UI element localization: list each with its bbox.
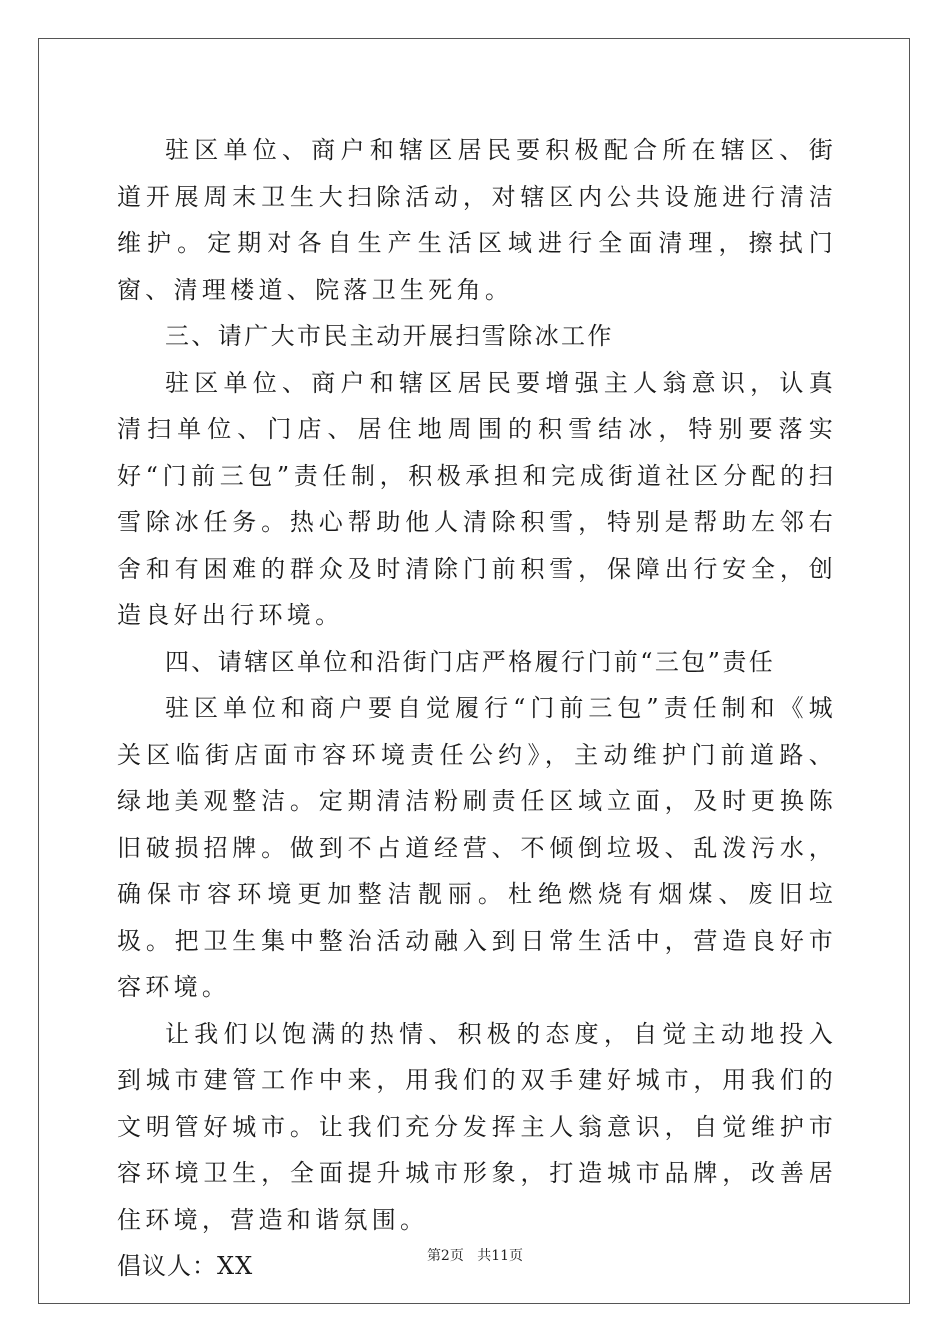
section-heading-snow: 三、请广大市民主动开展扫雪除冰工作 — [165, 322, 614, 350]
paragraph-closing-appeal: 让我们以饱满的热情、积极的态度，自觉主动地投入到城市建管工作中来，用我们的双手建好城市，用我们的文明管好城市。让我们充分发挥主人翁意识，自觉维护市容环境卫生，全面提升城市形象，打造城市品牌，改善居住环境，营造和谐氛围。 — [117, 1019, 837, 1234]
signature-line: 倡议人：XX — [117, 1252, 254, 1280]
paragraph-cleanup: 驻区单位、商户和辖区居民要积极配合所在辖区、街道开展周末卫生大扫除活动，对辖区内公共设施进行清洁维护。定期对各自生产生活区域进行全面清理，擦拭门窗、清理楼道、院落卫生死角。 — [117, 136, 837, 304]
paragraph-three-guarantees: 驻区单位和商户要自觉履行“门前三包”责任制和《城关区临街店面市容环境责任公约》，主动维护门前道路、绿地美观整洁。定期清洁粉刷责任区域立面，及时更换陈旧破损招牌。做到不占道经营、不倾倒垃圾、乱泼污水，确保市容环境更加整洁靓丽。杜绝燃烧有烟煤、废旧垃圾。把卫生集中整治活动融入到日常生活中，营造良好市容环境。 — [117, 694, 837, 1001]
page-total: 共11页 — [477, 1248, 524, 1264]
page-footer — [0, 1245, 950, 1265]
document-body — [117, 127, 837, 1290]
paragraph-snow-removal: 驻区单位、商户和辖区居民要增强主人翁意识，认真清扫单位、门店、居住地周围的积雪结冰，特别要落实好“门前三包”责任制，积极承担和完成街道社区分配的扫雪除冰任务。热心帮助他人清除积雪，特别是帮助左邻右舍和有困难的群众及时清除门前积雪，保障出行安全，创造良好出行环境。 — [117, 368, 837, 629]
section-heading-three-guarantees: 四、请辖区单位和沿街门店严格履行门前“三包”责任 — [165, 647, 776, 676]
page-number: 第2页 — [426, 1248, 464, 1264]
